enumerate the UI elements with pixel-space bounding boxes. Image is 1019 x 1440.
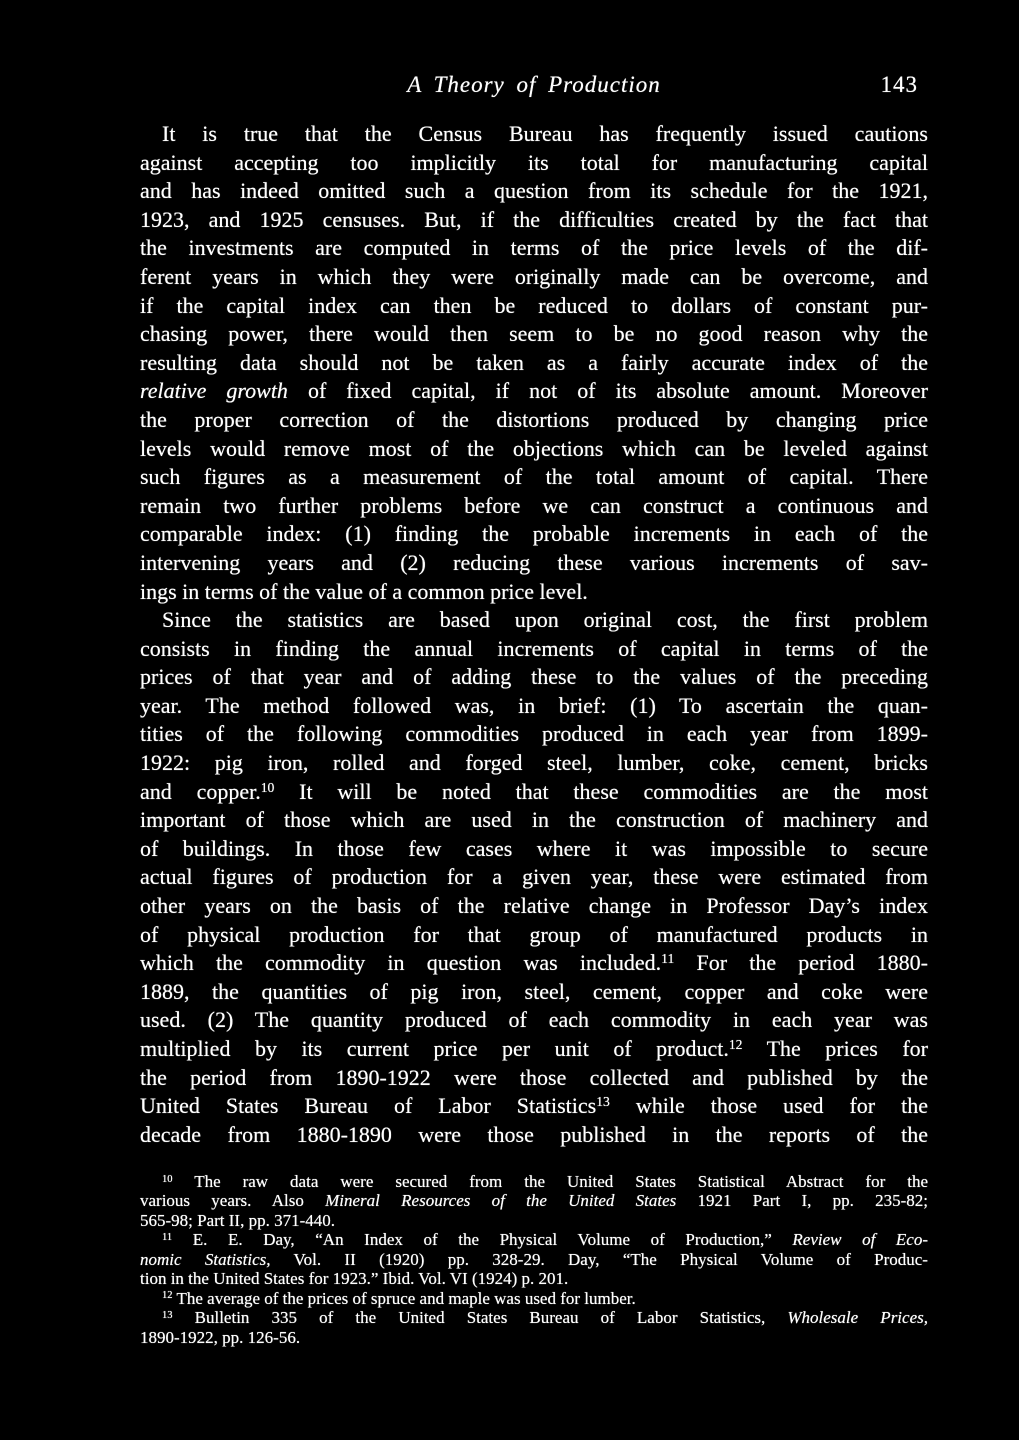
- body-line: important of those which are used in the construction of machinery and: [140, 807, 928, 833]
- page-number: 143: [880, 72, 918, 97]
- body-line: if the capital index can then be reduced to dollars of constant pur-: [140, 292, 928, 318]
- body-line: levels would remove most of the objections which can be leveled against: [140, 435, 928, 461]
- body-line: the investments are computed in terms of the price levels of the dif-: [140, 235, 928, 261]
- body-line: and copper.$^{10}$ It will be noted that these commodities are the most: [140, 778, 929, 804]
- page-header: [140, 72, 928, 102]
- body-line: of physical production for that group of manufactured products in: [140, 921, 928, 947]
- footnote-line: various years. Also Mineral Resources of the United States 1921 Part I, pp. 235-82;: [140, 1191, 929, 1211]
- body-line: decade from 1880-1890 were those published in the reports of the: [140, 1121, 928, 1147]
- body-line: 1889, the quantities of pig iron, steel, cement, copper and coke were: [140, 978, 928, 1004]
- body-line: relative growth of fixed capital, if not of its absolute amount. Moreover: [140, 378, 928, 404]
- body-line: the period from 1890-1922 were those collected and published by the: [140, 1064, 928, 1090]
- body-line: chasing power, there would then seem to be no good reason why the: [140, 321, 928, 347]
- footnote-line: $^{13}$ Bulletin 335 of the United States Bureau of Labor Statistics, Wholesale Prices,: [162, 1308, 928, 1328]
- body-line: such figures as a measurement of the total amount of capital. There: [140, 464, 928, 490]
- body-line: ferent years in which they were originally made can be overcome, and: [140, 263, 928, 289]
- footnote-line: 1890-1922, pp. 126-56.: [140, 1327, 301, 1347]
- footnote-line: tion in the United States for 1923.” Ibid. Vol. VI (1924) p. 201.: [140, 1269, 569, 1289]
- body-line: 1922: pig iron, rolled and forged steel, lumber, coke, cement, bricks: [140, 750, 928, 776]
- body-line: which the commodity in question was included.$^{11}$ For the period 1880-: [140, 950, 928, 976]
- body-line: other years on the basis of the relative change in Professor Day’s index: [140, 893, 928, 919]
- body-line: and has indeed omitted such a question from its schedule for the 1921,: [140, 178, 928, 204]
- body-line: 1923, and 1925 censuses. But, if the difficulties created by the fact that: [140, 206, 928, 232]
- body-line: used. (2) The quantity produced of each commodity in each year was: [140, 1007, 928, 1033]
- body-line: the proper correction of the distortions produced by changing price: [140, 406, 928, 432]
- body-line: multiplied by its current price per unit of product.$^{12}$ The prices for: [140, 1036, 928, 1061]
- body-text: [140, 120, 928, 1149]
- footnote-line: $^{10}$ The raw data were secured from the United States Statistical Abstract for the: [162, 1172, 928, 1191]
- body-line: It is true that the Census Bureau has frequently issued cautions: [162, 121, 928, 146]
- body-line: year. The method followed was, in brief: (1) To ascertain the quan-: [140, 692, 928, 718]
- running-title: A Theory of Production: [407, 72, 661, 97]
- body-line: actual figures of production for a given year, these were estimated from: [140, 864, 928, 890]
- footnote-line: $^{12}$ The average of the prices of spruce and maple was used for lumber.: [162, 1288, 636, 1308]
- body-line: of buildings. In those few cases where it was impossible to secure: [140, 835, 928, 861]
- footnotes: [140, 1172, 928, 1347]
- body-line: comparable index: (1) finding the probable increments in each of the: [140, 521, 928, 547]
- body-line: against accepting too implicitly its total for manufacturing capital: [140, 149, 928, 175]
- body-line: consists in finding the annual increments of capital in terms of the: [140, 635, 928, 661]
- footnote-line: nomic Statistics, Vol. II (1920) pp. 328-29. Day, “The Physical Volume of Produc-: [140, 1249, 928, 1269]
- footnote-line: 565-98; Part II, pp. 371-440.: [140, 1210, 336, 1230]
- body-line: Since the statistics are based upon original cost, the first problem: [162, 607, 928, 633]
- body-line: prices of that year and of adding these to the values of the preceding: [140, 664, 928, 690]
- body-line: ings in terms of the value of a common price level.: [140, 578, 588, 604]
- body-line: tities of the following commodities produced in each year from 1899-: [140, 721, 928, 747]
- body-line: United States Bureau of Labor Statistics$^{13}$ while those used for the: [140, 1093, 928, 1119]
- body-line: resulting data should not be taken as a fairly accurate index of the: [140, 349, 928, 375]
- footnote-line: $^{11}$ E. E. Day, “An Index of the Physical Volume of Production,” Review of Eco-: [162, 1230, 928, 1250]
- body-line: intervening years and (2) reducing these various increments of sav-: [140, 549, 928, 575]
- body-line: remain two further problems before we can construct a continuous and: [140, 492, 928, 518]
